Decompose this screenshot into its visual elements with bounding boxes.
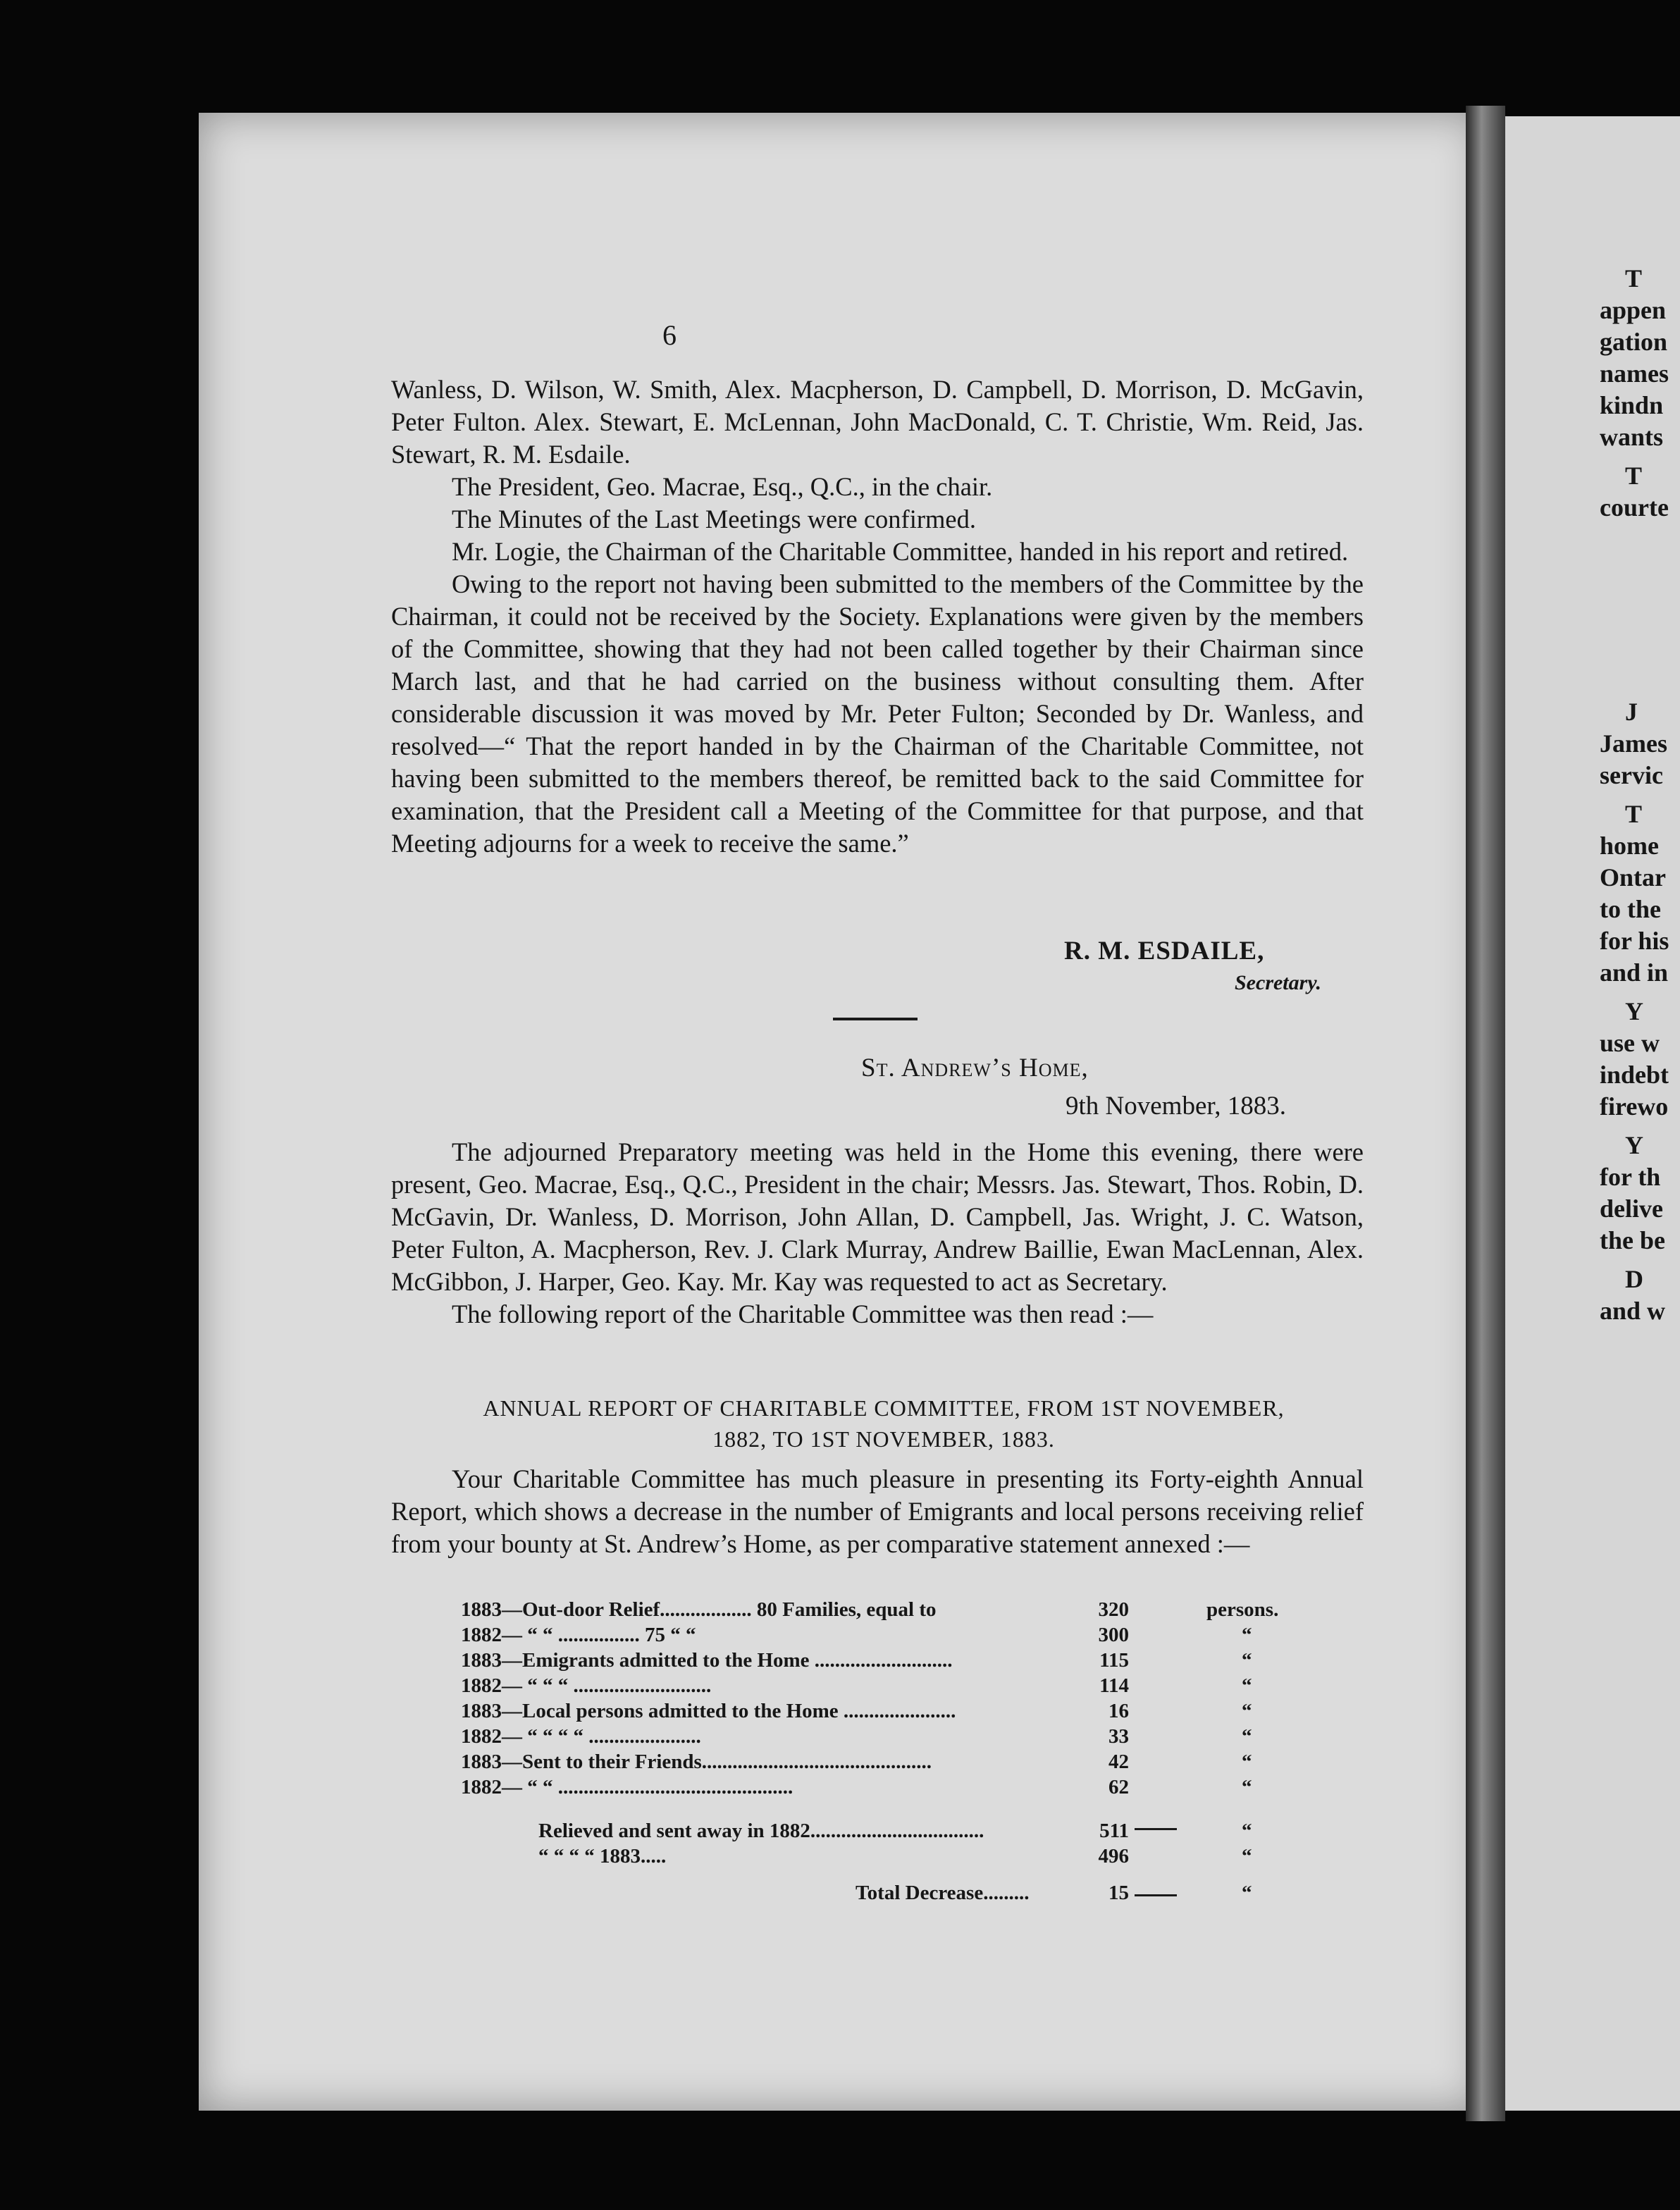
table-row: 1882— “ “ .............................................. 62 “ xyxy=(461,1776,1252,1798)
meeting-place: St. Andrew’s Home, xyxy=(861,1054,1089,1082)
totals-row: “ “ “ “ 1883..... 496 “ xyxy=(538,1845,1252,1868)
facing-page-fragment: kindn xyxy=(1600,391,1664,419)
facing-page-fragment: use w xyxy=(1600,1029,1660,1057)
facing-page-fragment: T xyxy=(1625,264,1643,292)
facing-page-fragment: appen xyxy=(1600,296,1667,324)
facing-page-fragment: indebt xyxy=(1600,1061,1669,1089)
table-row: 1883—Out-door Relief.................. 80 Families, equal to 320 persons. xyxy=(461,1598,1279,1621)
facing-page-fragment: the be xyxy=(1600,1226,1665,1254)
facing-page-fragment: Ontar xyxy=(1600,863,1666,891)
facing-page-fragment: home xyxy=(1600,832,1659,860)
attendees-continued: Wanless, D. Wilson, W. Smith, Alex. Macpherson, D. Campbell, D. Morrison, D. McGavin, Peter Fulton. Alex. Stewart, E. McLennan, John MacDonald, C. T. Christie, Wm. Reid, Jas. Stewart, R. M. Esdaile. xyxy=(391,375,1364,469)
report-heading-line-2: 1882, TO 1ST NOVEMBER, 1883. xyxy=(712,1426,1055,1452)
sum-rule xyxy=(1135,1894,1177,1896)
report-intro xyxy=(391,1463,1364,1560)
facing-page-fragment: delive xyxy=(1600,1194,1663,1223)
facing-page-fragment: and in xyxy=(1600,958,1669,987)
paragraph-report: Your Charitable Committee has much pleasure in presenting its Forty-eighth Annual Report, which shows a decrease in the number of Emigrants and local persons receiving relief from your bounty at St. Andrew’s Home, as per comparative statement annexed :— xyxy=(391,1464,1364,1558)
table-row: 1882— “ “ “ “ ...................... 33 “ xyxy=(461,1725,1252,1748)
attendee-list xyxy=(391,374,1364,860)
facing-page-fragment: J xyxy=(1625,698,1638,726)
table-row: 1883—Local persons admitted to the Home ...................... 16 “ xyxy=(461,1700,1252,1722)
signature-name: R. M. ESDAILE, xyxy=(1064,937,1265,965)
facing-page-fragment: for th xyxy=(1600,1163,1661,1191)
statistics-table xyxy=(461,1597,1278,1906)
paragraph-adjourned: The adjourned Preparatory meeting was held in the Home this evening, there were present, Geo. Macrae, Esq., Q.C., President in the chair; Messrs. Jas. Stewart, Thos. Robin, D. McGavin, Dr. Wanless, D. Morrison, John Allan, D. Campbell, Jas. Wright, J. C. Watson, Peter Fulton, A. Macpherson, Rev. J. Clark Murray, Andrew Baillie, Ewan MacLennan, Alex. McGibbon, J. Harper, Geo. Kay. Mr. Kay was requested to act as Secretary. xyxy=(391,1137,1364,1296)
totals-row: Relieved and sent away in 1882.................................. 511 “ xyxy=(538,1820,1252,1842)
meeting-date: 9th November, 1883. xyxy=(1066,1092,1286,1121)
paragraph-logie: Mr. Logie, the Chairman of the Charitable Committee, handed in his report and retired. xyxy=(452,537,1349,566)
facing-page-fragment: wants xyxy=(1600,423,1664,451)
facing-page-fragment: firewo xyxy=(1600,1092,1669,1121)
book-spine xyxy=(1466,106,1505,2121)
paragraph-following: The following report of the Charitable Committee was then read :— xyxy=(452,1300,1154,1328)
facing-page-fragment: gation xyxy=(1600,328,1668,356)
table-row: 1882— “ “ “ ........................... 114 “ xyxy=(461,1674,1252,1697)
paragraph-minutes: The Minutes of the Last Meetings were confirmed. xyxy=(452,505,976,533)
facing-page-fragment: courte xyxy=(1600,493,1669,521)
report-heading-line-1: ANNUAL REPORT OF CHARITABLE COMMITTEE, FROM 1ST NOVEMBER, xyxy=(483,1395,1285,1421)
section-divider xyxy=(833,1018,918,1020)
table-row: 1883—Sent to their Friends............................................. 42 “ xyxy=(461,1751,1252,1773)
facing-page-fragment: servic xyxy=(1600,761,1663,789)
facing-page-fragment: D xyxy=(1625,1265,1643,1293)
facing-page-fragment: T xyxy=(1625,800,1643,828)
facing-page-fragment: to the xyxy=(1600,895,1661,923)
meeting-minutes xyxy=(391,1136,1364,1331)
facing-page-fragment: Y xyxy=(1625,1131,1643,1159)
report-heading xyxy=(397,1393,1370,1455)
paragraph-chair: The President, Geo. Macrae, Esq., Q.C., in the chair. xyxy=(452,472,993,501)
table-row: 1882— “ “ ................ 75 “ “ 300 “ xyxy=(461,1624,1252,1646)
facing-page-fragment: and w xyxy=(1600,1297,1666,1325)
facing-page-fragment: names xyxy=(1600,359,1669,388)
facing-page-fragment: T xyxy=(1625,462,1643,490)
facing-page-fragment: Y xyxy=(1625,997,1643,1025)
table-row: 1883—Emigrants admitted to the Home ........................... 115 “ xyxy=(461,1649,1252,1672)
page-number: 6 xyxy=(662,319,677,351)
decrease-row: Total Decrease......... 15 “ xyxy=(856,1882,1252,1904)
paragraph-owing: Owing to the report not having been submitted to the members of the Committee by the Chairman, it could not be received by the Society. Explanations were given by the members of the Committee, showing that they had not been called together by their Chairman since March last, and that he had carried on the business without consulting them. After considerable discussion it was moved by Mr. Peter Fulton; Seconded by Dr. Wanless, and resolved—“ That the report handed in by the Chairman of the Charitable Committee, not having been submitted to the members thereof, be remitted back to the said Committee for examination, that the President call a Meeting of the Committee for that purpose, and that Meeting adjourns for a week to receive the same.” xyxy=(391,569,1364,858)
sum-rule xyxy=(1135,1828,1177,1830)
facing-page-fragment: James xyxy=(1600,729,1667,758)
facing-page-fragment: for his xyxy=(1600,927,1669,955)
facing-page xyxy=(1505,116,1680,2111)
signature-title: Secretary. xyxy=(1235,971,1322,994)
